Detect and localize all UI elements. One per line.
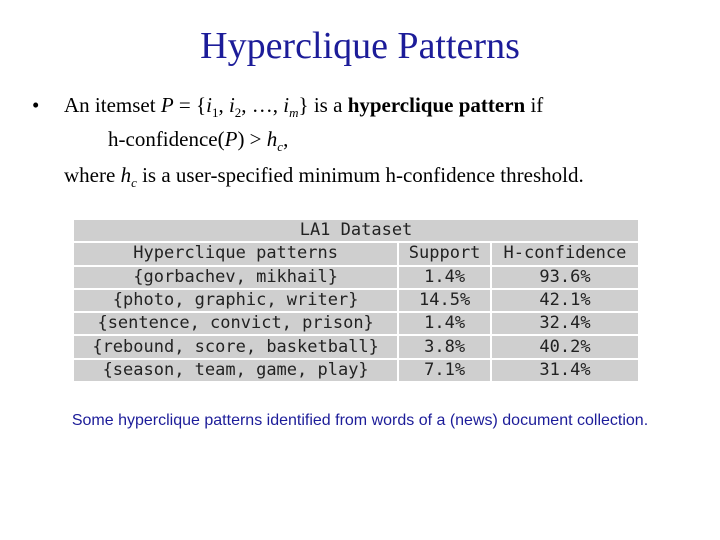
var-i1: i [206, 93, 212, 117]
text-span: h-confidence( [108, 127, 225, 151]
pattern-cell: {rebound, score, basketball} [73, 335, 398, 358]
text-span: An itemset [64, 93, 161, 117]
text-span: } is a [298, 93, 348, 117]
bullet-marker: • [32, 93, 40, 117]
pattern-cell: {gorbachev, mikhail} [73, 266, 398, 289]
support-cell: 1.4% [398, 266, 491, 289]
table-row [73, 312, 639, 335]
text-span: = { [173, 93, 207, 117]
var-h: h [266, 127, 278, 151]
bullet-line-3 [64, 158, 584, 192]
pattern-cell: {season, team, game, play} [73, 359, 398, 382]
sub-c: c [277, 139, 284, 154]
table-row [73, 335, 639, 358]
hconfidence-cell: 42.1% [491, 289, 639, 312]
slide-title: Hyperclique Patterns [200, 25, 520, 67]
var-im: i [283, 93, 290, 117]
hconfidence-cell: 32.4% [491, 312, 639, 335]
text-span: , [283, 127, 289, 151]
bullet-line-1 [64, 88, 543, 122]
hconfidence-cell: 31.4% [491, 359, 639, 382]
support-cell: 7.1% [398, 359, 491, 382]
text-span: ) > [237, 127, 267, 151]
var-p: P [224, 127, 238, 151]
text-span: , [218, 93, 229, 117]
sub-c: c [131, 175, 137, 190]
figure-caption: Some hyperclique patterns identified from words of a (news) document collection. [71, 412, 649, 429]
table-row [73, 266, 639, 289]
sub-1: 1 [211, 105, 219, 120]
var-h: h [120, 163, 132, 187]
support-cell: 3.8% [398, 335, 491, 358]
var-i2: i [228, 93, 235, 117]
support-cell: 14.5% [398, 289, 491, 312]
var-p: P [160, 93, 174, 117]
bullet-line-2 [108, 122, 288, 156]
sub-m: m [289, 105, 299, 120]
text-span: is a user-specified minimum h-confidence threshold. [136, 163, 584, 187]
table-row [73, 289, 639, 312]
support-cell: 1.4% [398, 312, 491, 335]
col-header-patterns: Hyperclique patterns [73, 242, 398, 265]
col-header-support: Support [398, 242, 491, 265]
table-row [73, 359, 639, 382]
text-span: , …, [241, 93, 284, 117]
hyperclique-table [72, 218, 640, 383]
hconfidence-cell: 93.6% [491, 266, 639, 289]
dataset-name: LA1 Dataset [73, 219, 639, 242]
table-header-row [73, 242, 639, 265]
pattern-cell: {photo, graphic, writer} [73, 289, 398, 312]
col-header-hconfidence: H-confidence [491, 242, 639, 265]
text-span: where [64, 163, 121, 187]
table-caption-row [73, 219, 639, 242]
data-table [72, 218, 640, 383]
pattern-cell: {sentence, convict, prison} [73, 312, 398, 335]
bold-term: hyperclique pattern [347, 93, 526, 117]
sub-2: 2 [234, 105, 242, 120]
hconfidence-cell: 40.2% [491, 335, 639, 358]
text-span: if [525, 93, 544, 117]
